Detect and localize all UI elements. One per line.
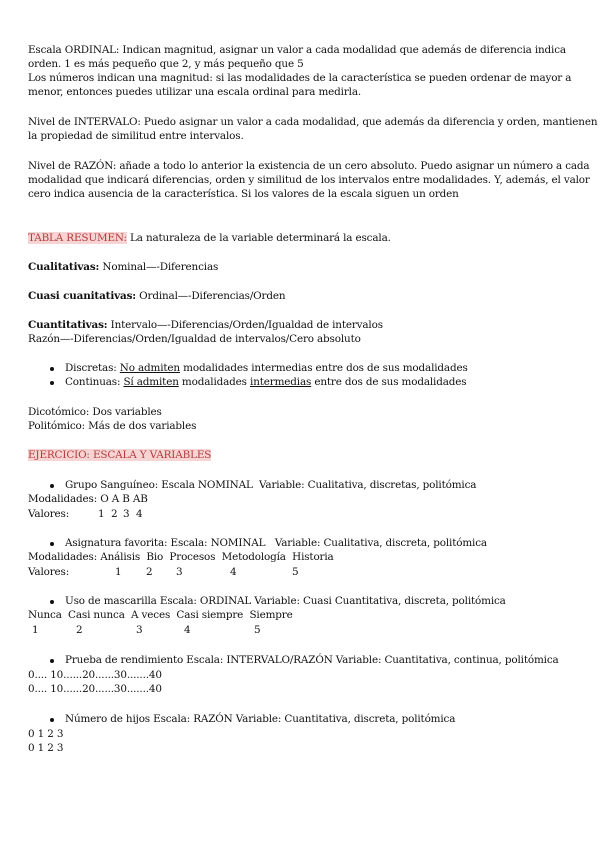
valor: 2	[146, 566, 153, 578]
cualitativas-text: Nominal—-Diferencias	[99, 261, 219, 273]
cualitativas-label: Cualitativas:	[28, 261, 100, 273]
intervalo-line-1: Nivel de INTERVALO: Puedo asignar un valor a cada modalidad, que además da diferencia y orden, mantienen	[28, 116, 598, 128]
asignatura-title: Asignatura favorita: Escala: NOMINAL Variable: Cualitativa, discreta, politómica	[65, 537, 487, 549]
politomico-line: Politómico: Más de dos variables	[28, 420, 197, 432]
valor: 4	[136, 508, 143, 520]
razon-line-1: Nivel de RAZÓN: añade a todo lo anterior la existencia de un cero absoluto. Puedo asignar un número a cada	[28, 160, 590, 172]
bullet-icon	[50, 600, 54, 604]
valor: 2	[76, 624, 83, 636]
dicotomico-line: Dicotómico: Dos variables	[28, 406, 162, 418]
cuasi-line	[28, 289, 285, 303]
continuas-line: Continuas: Sí admiten modalidades intermedias entre dos de sus modalidades	[65, 376, 467, 388]
ordinal-line-4: menor, entonces puedes utilizar una escala ordinal para medirla.	[28, 86, 362, 98]
rendimiento-scale-1: 0.... 10......20......30.......40	[28, 669, 162, 681]
ordinal-line-1: Escala ORDINAL: Indican magnitud, asignar un valor a cada modalidad que además de diferencia indica	[28, 44, 566, 56]
valor: 2	[111, 508, 118, 520]
rendimiento-title: Prueba de rendimiento Escala: INTERVALO/RAZÓN Variable: Cuantitativa, continua, politómica	[65, 654, 559, 666]
valor: 1	[115, 566, 122, 578]
ejercicio-heading: EJERCICIO: ESCALA Y VARIABLES	[28, 449, 212, 461]
bullet-icon	[50, 381, 54, 385]
bullet-icon	[50, 542, 54, 546]
valor: 3	[123, 508, 130, 520]
razon-summary-line: Razón—-Diferencias/Orden/Igualdad de intervalos/Cero absoluto	[28, 333, 361, 345]
razon-line-2: modalidad que indicará diferencias, orden y similitud de los intervalos entre modalidades. Y, además, el valor	[28, 174, 590, 186]
valor: 3	[136, 624, 143, 636]
hijos-scale-1: 0 1 2 3	[28, 728, 64, 740]
asignatura-modalidades: Modalidades: Análisis Bio Procesos Metodología Historia	[28, 551, 334, 563]
mascarilla-title: Uso de mascarilla Escala: ORDINAL Variable: Cuasi Cuantitativa, discreta, politómica	[65, 595, 506, 607]
cuantitativas-label: Cuantitativas:	[28, 319, 108, 331]
grupo-sanguineo-title: Grupo Sanguíneo: Escala NOMINAL Variable: Cualitativa, discretas, politómica	[65, 479, 477, 491]
grupo-sanguineo-valores	[28, 507, 228, 521]
tabla-resumen-line	[28, 231, 391, 245]
bullet-icon	[50, 367, 54, 371]
valor: 5	[292, 566, 299, 578]
bullet-icon	[50, 659, 54, 663]
hijos-scale-2: 0 1 2 3	[28, 742, 64, 754]
valor: 4	[230, 566, 237, 578]
valor: 4	[184, 624, 191, 636]
valor: 5	[254, 624, 261, 636]
tabla-resumen-text: La naturaleza de la variable determinará la escala.	[126, 232, 391, 244]
grupo-sanguineo-modalidades: Modalidades: O A B AB	[28, 493, 148, 505]
hijos-title: Número de hijos Escala: RAZÓN Variable: Cuantitativa, discreta, politómica	[65, 713, 456, 725]
valor: 1	[32, 624, 39, 636]
cuasi-label: Cuasi cuanitativas:	[28, 290, 136, 302]
cualitativas-line	[28, 260, 218, 274]
bullet-icon	[50, 484, 54, 488]
ordinal-line-3: Los números indican una magnitud: si las modalidades de la característica se pueden ordenar de mayor a	[28, 72, 572, 84]
rendimiento-scale-2: 0.... 10......20......30.......40	[28, 683, 162, 695]
bullet-icon	[50, 718, 54, 722]
cuantitativas-text: Intervalo—-Diferencias/Orden/Igualdad de intervalos	[107, 319, 383, 331]
tabla-resumen-label: TABLA RESUMEN:	[28, 232, 127, 244]
cuantitativas-line	[28, 318, 383, 332]
valores-label: Valores:	[28, 508, 70, 520]
mascarilla-valores	[28, 623, 288, 637]
mascarilla-modalidades: Nunca Casi nunca A veces Casi siempre Siempre	[28, 609, 293, 621]
intervalo-line-2: la propiedad de similitud entre intervalos.	[28, 130, 244, 142]
valor: 3	[176, 566, 183, 578]
ordinal-line-2: orden. 1 es más pequeño que 2, y más pequeño que 5	[28, 58, 304, 70]
cuasi-text: Ordinal—-Diferencias/Orden	[135, 290, 286, 302]
discretas-line: Discretas: No admiten modalidades intermedias entre dos de sus modalidades	[65, 362, 468, 374]
razon-line-3: cero indica ausencia de la característica. Si los valores de la escala siguen un orden	[28, 188, 459, 200]
valor: 1	[98, 508, 105, 520]
valores-label: Valores:	[28, 566, 70, 578]
asignatura-valores	[28, 565, 348, 579]
